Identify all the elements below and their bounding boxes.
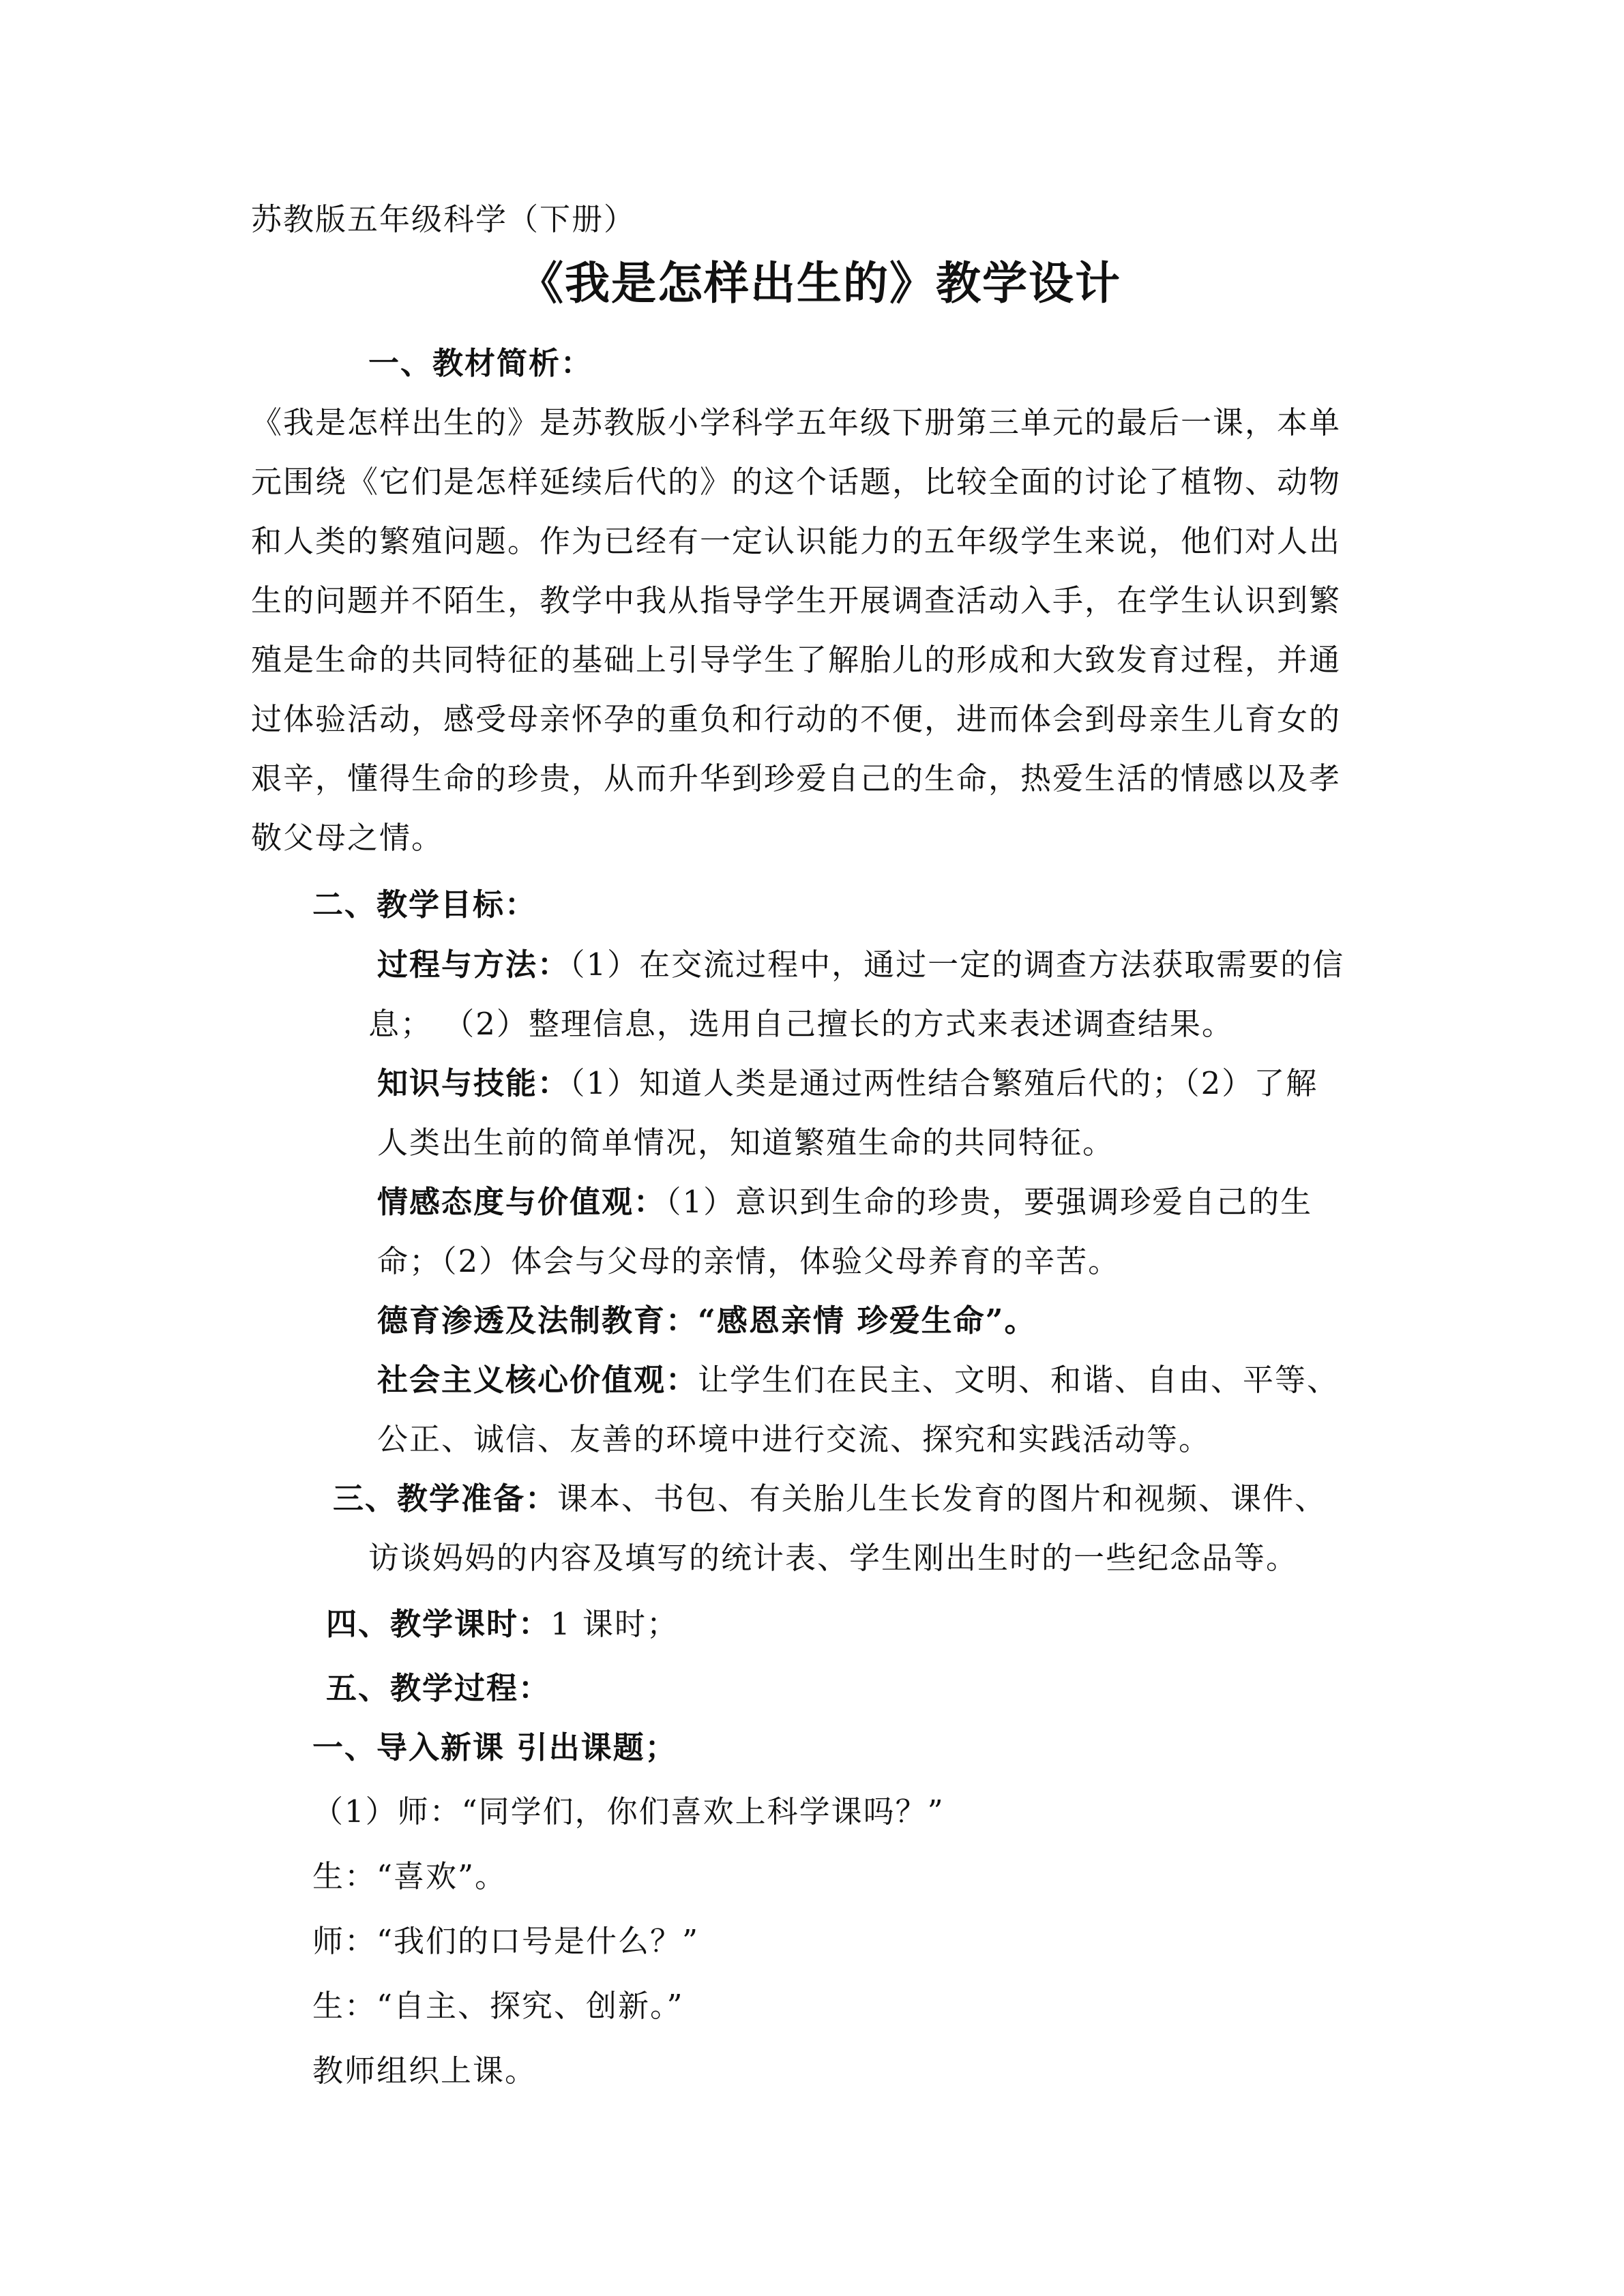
core-values-line-1 — [377, 1360, 1339, 1401]
objective-process-text-2: 息； （2）整理信息，选用自己擅长的方式来表述调查结果。 — [368, 1006, 1234, 1042]
moral-education-value: “感恩亲情 珍爱生命”。 — [698, 1302, 1037, 1339]
section-1-line-4: 生的问题并不陌生，教学中我从指导学生开展调查活动入手，在学生认识到繁 — [251, 582, 1342, 618]
objective-knowledge-label: 知识与技能： — [377, 1065, 570, 1101]
objective-process-text-1: （1）在交流过程中，通过一定的调查方法获取需要的信 — [570, 946, 1345, 983]
core-values-label: 社会主义核心价值观： — [377, 1362, 698, 1398]
section-3-label: 三、教学准备： — [333, 1480, 558, 1517]
section-3-text-1: 课本、书包、有关胎儿生长发育的图片和视频、课件、 — [557, 1480, 1327, 1517]
section-4-line — [326, 1604, 679, 1645]
section-5-heading: 五、教学过程： — [326, 1670, 551, 1706]
objective-process-label: 过程与方法： — [377, 946, 570, 983]
objective-knowledge-line-1 — [377, 1063, 1318, 1104]
document-subtitle: 苏教版五年级科学（下册） — [251, 201, 636, 237]
document-title: 《我是怎样出生的》教学设计 — [518, 256, 1121, 310]
section-1-line-1: 《我是怎样出生的》是苏教版小学科学五年级下册第三单元的最后一课，本单 — [251, 404, 1342, 441]
objective-emotion-text-2: 命；（2）体会与父母的亲情，体验父母养育的辛苦。 — [377, 1243, 1121, 1279]
section-5-sub-heading: 一、导入新课 引出课题； — [312, 1729, 677, 1765]
section-1-line-6: 过体验活动，感受母亲怀孕的重负和行动的不便，进而体会到母亲生儿育女的 — [251, 701, 1342, 737]
core-values-text-1: 让学生们在民主、文明、和谐、自由、平等、 — [698, 1362, 1340, 1398]
dialogue-line-4: 生：“自主、探究、创新。” — [312, 1988, 684, 2024]
moral-education-line — [377, 1300, 1036, 1341]
objective-knowledge-text-2: 人类出生前的简单情况，知道繁殖生命的共同特征。 — [377, 1124, 1115, 1161]
section-1-line-2: 元围绕《它们是怎样延续后代的》的这个话题，比较全面的讨论了植物、动物 — [251, 464, 1342, 500]
section-3-text-2: 访谈妈妈的内容及填写的统计表、学生刚出生时的一些纪念品等。 — [368, 1540, 1299, 1576]
section-1-line-3: 和人类的繁殖问题。作为已经有一定认识能力的五年级学生来说，他们对人出 — [251, 523, 1342, 559]
section-1-line-8: 敬父母之情。 — [251, 820, 444, 856]
objective-emotion-line-1 — [377, 1182, 1312, 1223]
dialogue-line-3: 师：“我们的口号是什么？” — [312, 1923, 700, 1959]
section-4-value: 1 课时； — [550, 1606, 679, 1642]
objective-knowledge-text-1: （1）知道人类是通过两性结合繁殖后代的；（2）了解 — [570, 1065, 1318, 1101]
core-values-text-2: 公正、诚信、友善的环境中进行交流、探究和实践活动等。 — [377, 1421, 1211, 1457]
dialogue-line-5: 教师组织上课。 — [312, 2053, 537, 2089]
objective-emotion-text-1: （1）意识到生命的珍贵，要强调珍爱自己的生 — [666, 1184, 1313, 1220]
objective-process-line-1 — [377, 944, 1344, 985]
moral-education-label: 德育渗透及法制教育： — [377, 1302, 698, 1339]
section-4-label: 四、教学课时： — [326, 1606, 551, 1642]
section-1-heading: 一、教材简析： — [368, 345, 593, 381]
objective-emotion-label: 情感态度与价值观： — [377, 1184, 666, 1220]
dialogue-line-1: （1）师：“同学们，你们喜欢上科学课吗？” — [312, 1793, 945, 1830]
section-1-line-5: 殖是生命的共同特征的基础上引导学生了解胎儿的形成和大致发育过程，并通 — [251, 642, 1342, 678]
section-2-heading: 二、教学目标： — [312, 886, 537, 923]
dialogue-line-2: 生：“喜欢”。 — [312, 1858, 507, 1894]
section-3-line-1 — [333, 1478, 1327, 1519]
section-1-line-7: 艰辛，懂得生命的珍贵，从而升华到珍爱自己的生命，热爱生活的情感以及孝 — [251, 760, 1342, 796]
